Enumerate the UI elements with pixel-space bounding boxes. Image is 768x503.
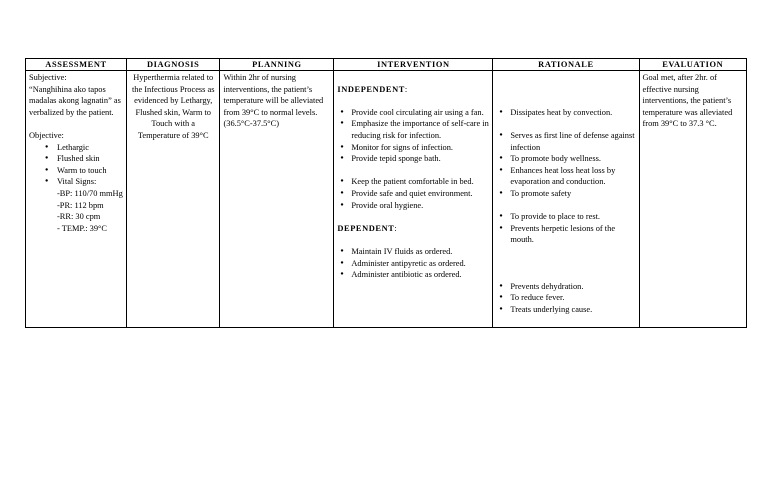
list-item: ● Flushed skin: [29, 153, 123, 165]
dependent-interventions: [337, 246, 489, 281]
independent-label: INDEPENDENT: [337, 84, 405, 94]
diagnosis-cell: [127, 71, 220, 328]
list-item: ● Administer antipyretic as ordered.: [337, 258, 489, 270]
independent-interventions-2: [337, 176, 489, 211]
vital-bp: -BP: 110/70 mmHg: [57, 188, 123, 198]
vital-temp: - TEMP.: 39°C: [57, 223, 107, 233]
header-diagnosis: DIAGNOSIS: [127, 59, 220, 71]
list-item: ● Monitor for signs of infection.: [337, 142, 489, 154]
planning-cell: [220, 71, 334, 328]
header-assessment: ASSESSMENT: [26, 59, 127, 71]
rationale-list-dependent: [496, 281, 635, 316]
vital-rr: -RR: 30 cpm: [57, 212, 101, 222]
header-evaluation: EVALUATION: [639, 59, 747, 71]
list-item: ● Dissipates heat by convection.: [496, 107, 635, 119]
list-item: ● Vital Signs:: [29, 176, 123, 188]
rationale-list-2: [496, 130, 635, 200]
list-item: ● Keep the patient comfortable in bed.: [337, 176, 489, 188]
list-item: ● Serves as first line of defense against infection: [496, 130, 635, 153]
evaluation-cell: [639, 71, 747, 328]
objective-list: [29, 142, 123, 188]
list-item: ● Lethargic: [29, 142, 123, 154]
planning-text: Within 2hr of nursing interventions, the patient’s temperature will be alleviated from 39°C to normal levels. (36.5°C-37.5°C): [223, 73, 324, 129]
header-planning: PLANNING: [220, 59, 334, 71]
list-item: ● To promote body wellness.: [496, 153, 635, 165]
list-item: ● To promote safety: [496, 188, 635, 200]
header-row: [26, 59, 747, 71]
intervention-cell: INDEPENDENT: ● Provide cool circulating air using a fan. ● Emphasize the importance of self-care in reducing risk for infection. ● Monitor for signs of infection. ● Provide tepid sponge bath. ● Keep the patient comfortable in bed. ● Provide safe and quiet environment. ● Provide oral hygiene. DEPENDENT: ● Maintain IV fluids as ordered. ● Administer antipyretic as ordered. ● Administer antibiotic as ordered.: [334, 71, 493, 328]
list-item: ● Emphasize the importance of self-care in reducing risk for infection.: [337, 118, 489, 141]
objective-label: Objective:: [29, 130, 64, 140]
header-rationale: RATIONALE: [493, 59, 639, 71]
diagnosis-text: Hyperthermia related to the Infectious Process as evidenced by Lethargy, Flushed skin, Warm to Touch with a Temperature of 39°C: [131, 73, 215, 140]
nursing-care-plan-table: [25, 58, 747, 328]
list-item: ● Enhances heat loss heat loss by evaporation and conduction.: [496, 165, 635, 188]
list-item: ● Maintain IV fluids as ordered.: [337, 246, 489, 258]
dependent-label: DEPENDENT: [337, 223, 395, 233]
assessment-cell: [26, 71, 127, 328]
list-item: ● Provide oral hygiene.: [337, 200, 489, 212]
header-intervention: INTERVENTION: [334, 59, 493, 71]
rationale-list-1: [496, 107, 635, 119]
list-item: ● Prevents herpetic lesions of the mouth.: [496, 223, 635, 246]
list-item: ● Warm to touch: [29, 165, 123, 177]
subjective-text: “Nanghihina ako tapos madalas akong lagnatin” as verbalized by the patient.: [29, 84, 121, 117]
content-row: [26, 71, 747, 328]
rationale-list-3: [496, 211, 635, 246]
rationale-cell: [493, 71, 639, 328]
independent-interventions: [337, 107, 489, 165]
evaluation-text: Goal met, after 2hr. of effective nursing interventions, the patient’s temperature was alleviated from 39°C to 37.3 °C.: [642, 73, 733, 129]
list-item: ● Prevents dehydration.: [496, 281, 635, 293]
subjective-label: Subjective:: [29, 73, 67, 82]
list-item: ● To provide to place to rest.: [496, 211, 635, 223]
list-item: ● To reduce fever.: [496, 292, 635, 304]
vital-pr: -PR: 112 bpm: [57, 200, 104, 210]
list-item: ● Administer antibiotic as ordered.: [337, 269, 489, 281]
list-item: ● Provide safe and quiet environment.: [337, 188, 489, 200]
list-item: ● Provide cool circulating air using a fan.: [337, 107, 489, 119]
list-item: ● Treats underlying cause.: [496, 304, 635, 316]
list-item: ● Provide tepid sponge bath.: [337, 153, 489, 165]
